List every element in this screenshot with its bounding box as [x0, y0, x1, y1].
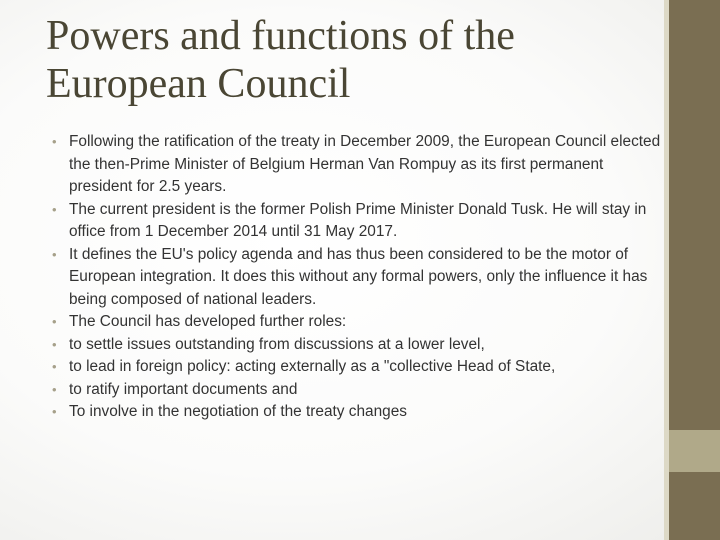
- bullet-text: The Council has developed further roles:: [69, 313, 347, 330]
- bullet-icon: •: [52, 336, 57, 352]
- slide-title: Powers and functions of the European Council: [46, 13, 515, 107]
- bullet-text: to ratify important documents and: [69, 380, 298, 398]
- bullet-icon: •: [52, 404, 57, 419]
- bullet-item: [50, 244, 662, 312]
- bullet-icon: •: [52, 314, 57, 329]
- bullet-item: [50, 379, 662, 402]
- bullet-text: to lead in foreign policy: acting externally as a "collective Head of State,: [69, 358, 556, 375]
- bullet-icon: •: [52, 381, 57, 397]
- bullet-text: It defines the EU's policy agenda and has thus been considered to be the motor of European integration. It does this without any formal powers, only the influence it has being composed of national leaders.: [69, 245, 648, 308]
- bullet-item: [50, 311, 662, 334]
- bullet-item: [50, 334, 662, 357]
- decorative-sidebar: [664, 0, 720, 540]
- bullet-text: The current president is the former Polish Prime Minister Donald Tusk. He will stay in office from 1 December 2014 until 31 May 2017.: [69, 200, 647, 240]
- bullet-icon: •: [52, 246, 57, 262]
- bullet-item: [50, 356, 662, 379]
- bullet-item: [50, 401, 662, 424]
- bullet-list: [50, 131, 662, 424]
- bullet-item: [50, 199, 662, 244]
- bullet-icon: •: [52, 134, 57, 149]
- bullet-text: To involve in the negotiation of the treaty changes: [69, 403, 407, 420]
- bullet-icon: •: [52, 359, 57, 374]
- bullet-icon: •: [52, 201, 57, 217]
- bullet-text: to settle issues outstanding from discussions at a lower level,: [69, 335, 485, 353]
- bullet-text: Following the ratification of the treaty in December 2009, the European Council elected the then-Prime Minister of Belgium Herman Van Rompuy as its first permanent president for 2.5 years.: [69, 133, 661, 195]
- sidebar-accent-block: [669, 430, 720, 472]
- bullet-item: [50, 131, 662, 199]
